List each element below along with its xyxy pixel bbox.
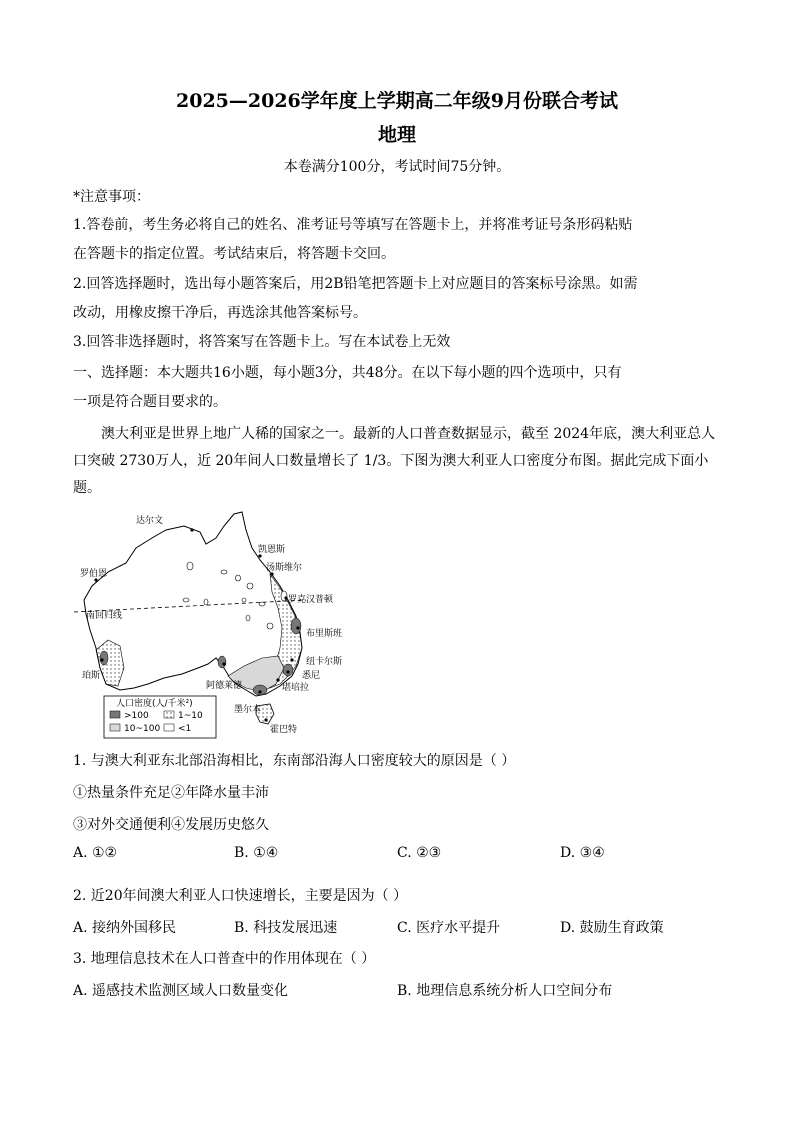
question-1-statements-a: ①热量条件充足②年降水量丰沛	[73, 785, 269, 801]
section-heading-cont: 一项是符合题目要求的。	[73, 394, 227, 410]
subject-title: 地理	[377, 124, 416, 146]
question-2-option-c[interactable]: C. 医疗水平提升	[397, 920, 501, 936]
notice-heading: *注意事项：	[73, 189, 150, 205]
label-melbourne: 墨尔本	[234, 705, 262, 715]
full-mark-note: 本卷满分100分，考试时间75分钟。	[283, 159, 511, 175]
perth-dense-area	[100, 651, 108, 665]
question-2-stem: 2. 近20年间澳大利亚人口快速增长，主要是因为（ ）	[73, 888, 408, 904]
label-newcastle: 纽卡尔斯	[306, 657, 343, 667]
label-brisbane: 布里斯班	[306, 629, 343, 639]
legend-item-1-10: 1~10	[178, 711, 203, 721]
adelaide-dense-area	[218, 656, 226, 668]
notice-item-2-cont: 改动，用橡皮擦干净后，再选涂其他答案标号。	[73, 305, 367, 321]
brisbane-dense-area	[291, 618, 301, 634]
label-perth: 珀斯	[82, 671, 101, 681]
section-heading: 一、选择题：本大题共16小题，每小题3分，共48分。在以下每小题的四个选项中，只有	[73, 365, 622, 381]
australia-population-density-map	[74, 508, 364, 740]
passage: 澳大利亚是世界上地广人稀的国家之一。最新的人口普查数据显示，截至 2024年底，澳大利亚总人口突破 2730万人，近 20年间人口数量增长了 1/3。下图为澳大利亚人口密度分布图。据此完成下面小题。	[73, 426, 716, 496]
label-cairns: 凯恩斯	[258, 545, 286, 555]
question-1-stem: 1. 与澳大利亚东北部沿海相比，东南部沿海人口密度较大的原因是（ ）	[73, 753, 516, 769]
label-hobart: 霍巴特	[270, 725, 298, 735]
label-adelaide: 阿德莱德	[206, 681, 243, 691]
notice-item-1: 1.答卷前，考生务必将自己的姓名、准考证号等填写在答题卡上，并将准考证号条形码粘贴	[73, 217, 633, 233]
legend-title: 人口密度(人/千米²)	[116, 699, 193, 709]
question-3-option-a[interactable]: A. 遥感技术监测区域人口数量变化	[73, 983, 289, 999]
legend-item-lt1: <1	[178, 724, 192, 734]
label-sydney: 悉尼	[302, 671, 321, 681]
question-1-option-d[interactable]: D. ③④	[560, 845, 605, 861]
exam-title: 2025—2026学年度上学期高二年级9月份联合考试	[176, 90, 618, 112]
question-1-statements-b: ③对外交通便利④发展历史悠久	[73, 817, 269, 833]
question-2-option-d[interactable]: D. 鼓励生育政策	[560, 920, 664, 936]
label-broome: 罗伯恩	[80, 569, 108, 579]
question-2-option-b[interactable]: B. 科技发展迅速	[234, 920, 338, 936]
question-3-stem: 3. 地理信息技术在人口普查中的作用体现在（ ）	[73, 951, 376, 967]
question-1-option-b[interactable]: B. ①④	[234, 845, 279, 861]
label-rockhampton: 罗克汉普顿	[288, 595, 334, 605]
notice-item-1-cont: 在答题卡的指定位置。考试结束后，将答题卡交回。	[73, 246, 395, 262]
question-1-option-a[interactable]: A. ①②	[73, 845, 118, 861]
label-tropic: 南回归线	[86, 611, 123, 621]
map-legend	[104, 696, 216, 738]
question-1-option-c[interactable]: C. ②③	[397, 845, 442, 861]
legend-item-gt100: >100	[124, 711, 149, 721]
sydney-dense-area	[283, 664, 293, 676]
label-townsville: 汤斯维尔	[266, 563, 303, 573]
southwest-band	[96, 640, 124, 686]
notice-item-3: 3.回答非选择题时，将答案写在答题卡上。写在本试卷上无效	[73, 334, 451, 350]
legend-item-10-100: 10~100	[124, 724, 161, 734]
label-darwin: 达尔文	[136, 516, 164, 526]
label-canberra: 堪培拉	[282, 683, 310, 693]
question-3-option-b[interactable]: B. 地理信息系统分析人口空间分布	[397, 983, 613, 999]
notice-item-2: 2.回答选择题时，选出每小题答案后，用2B铅笔把答题卡上对应题目的答案标号涂黑。如需	[73, 276, 638, 292]
question-2-option-a[interactable]: A. 接纳外国移民	[73, 920, 177, 936]
